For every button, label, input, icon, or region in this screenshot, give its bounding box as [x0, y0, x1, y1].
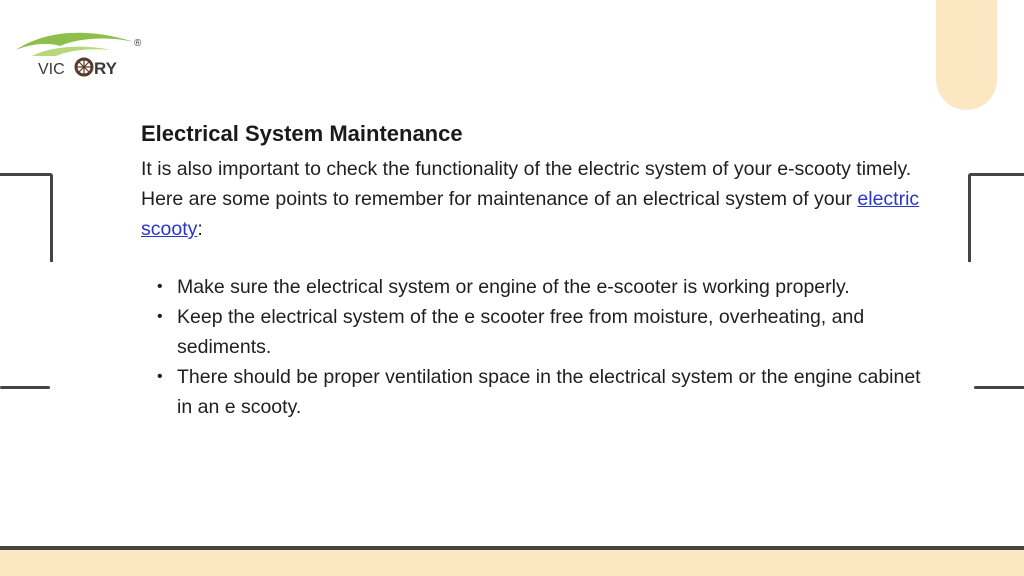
bullet-icon: • [157, 308, 163, 325]
left-frame-bracket [0, 173, 53, 262]
list-item [141, 272, 941, 302]
registered-mark: ® [134, 38, 142, 49]
intro-text: It is also important to check the functionality of the electric system of your e-scooty timely. Here are some points to remember for maintenance of an electrical system of your [141, 158, 912, 210]
intro-paragraph [141, 154, 941, 244]
left-frame-bar [0, 386, 50, 389]
list-item-text: There should be proper ventilation space in the electrical system or the engine cabinet in an e scooty. [177, 366, 921, 418]
list-item-text: Make sure the electrical system or engine of the e-scooter is working properly. [177, 276, 850, 298]
maintenance-points-list [141, 272, 941, 422]
victory-logo [12, 26, 152, 82]
bullet-icon: • [157, 278, 163, 295]
list-item [141, 302, 941, 362]
electric-scooty-link[interactable]: electric scooty [141, 188, 920, 240]
section-title: Electrical System Maintenance [141, 121, 463, 146]
main-content [141, 118, 941, 422]
right-frame-bar [974, 386, 1024, 389]
logo-text-right: RY [94, 59, 117, 78]
bullet-icon: • [157, 368, 163, 385]
footer-band [0, 550, 1024, 576]
list-item [141, 362, 941, 422]
intro-colon: : [197, 218, 203, 240]
list-item-text: Keep the electrical system of the e scooter free from moisture, overheating, and sediments. [177, 306, 865, 358]
right-frame-bracket [968, 173, 1024, 262]
logo-text-left: VIC [38, 61, 65, 78]
decorative-pill [936, 0, 997, 110]
